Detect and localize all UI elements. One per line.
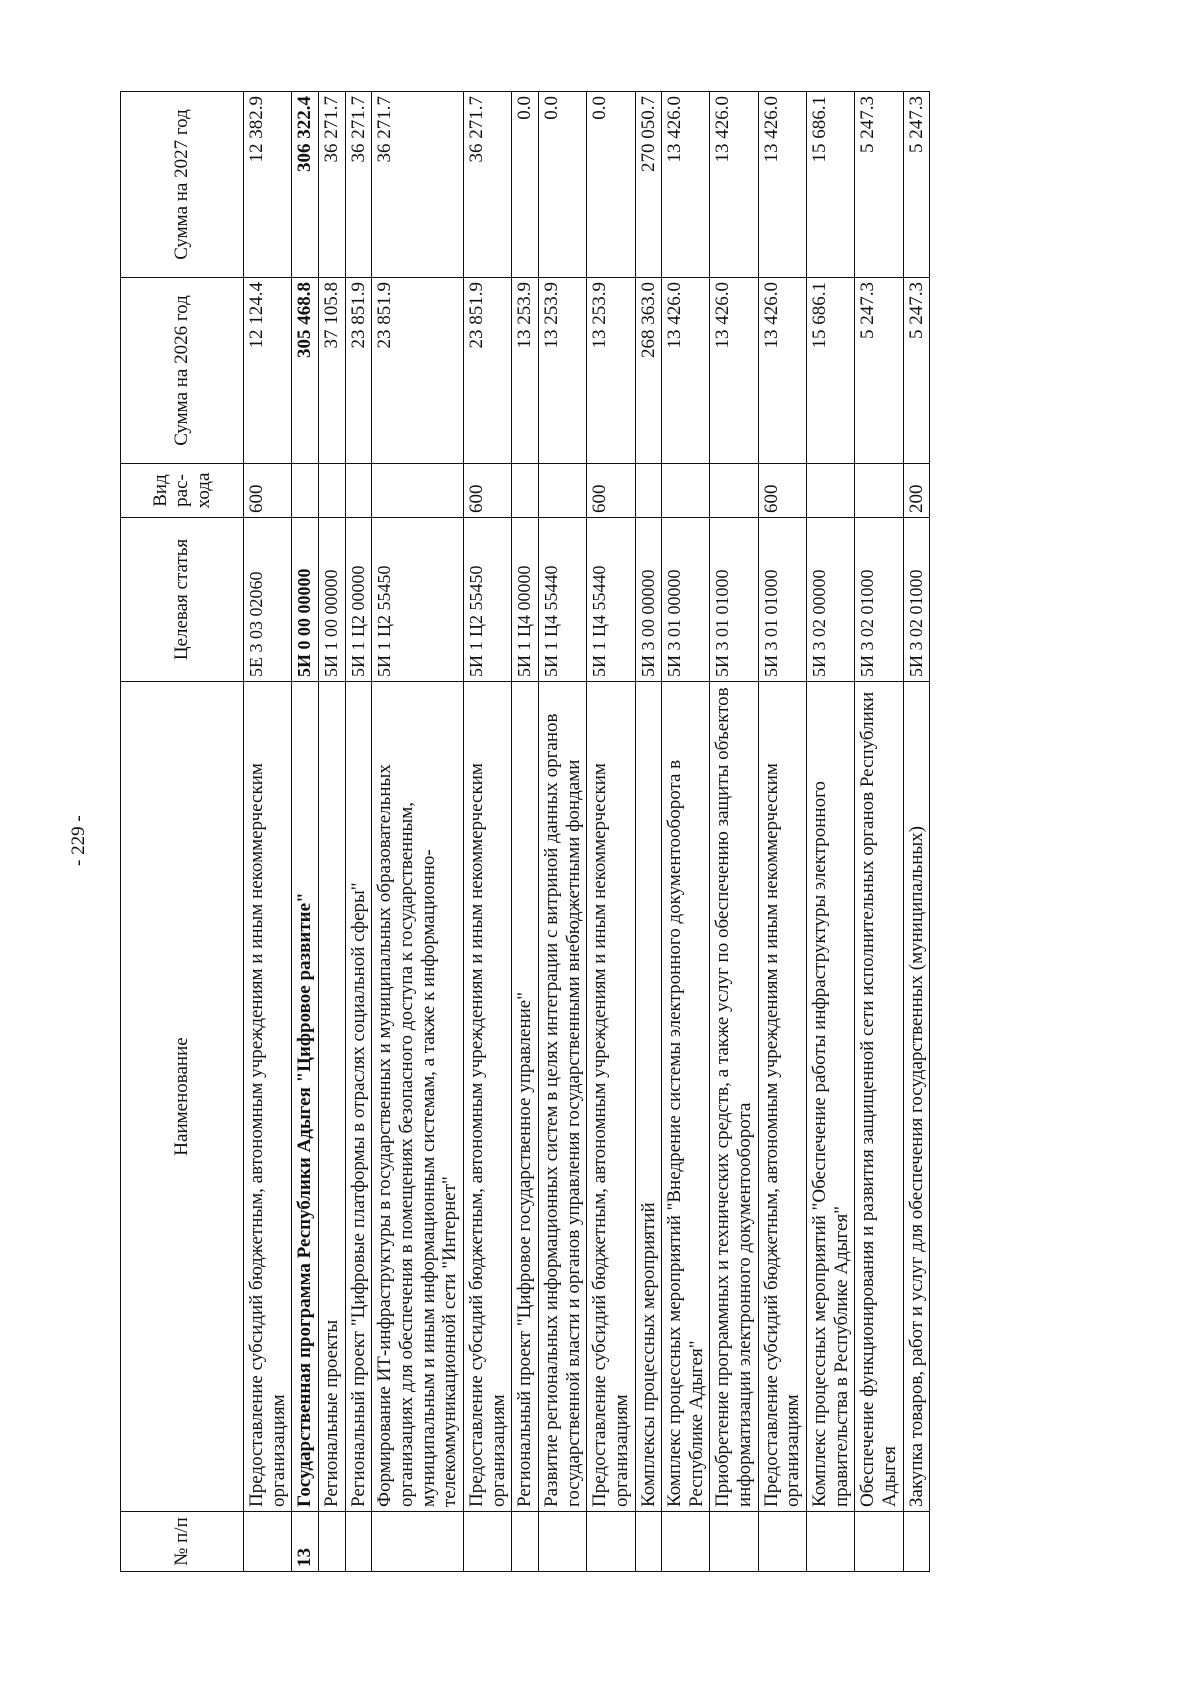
row-sum-2026: 13 426.0 <box>710 278 758 464</box>
table-row <box>855 92 903 1572</box>
row-expense-type <box>318 464 345 518</box>
row-name: Формирование ИТ-инфраструктуры в государственных и муниципальных образовательных организациях для обеспечения в помещениях безопасного доступа к государственным, муниципальным и иным информационным системам, а также к информационно-телекоммуникационной сети "Интернет" <box>372 682 464 1512</box>
row-sum-2027: 15 686.1 <box>807 92 855 278</box>
row-expense-type: 600 <box>758 464 806 518</box>
row-target-code: 5И 0 00 00000 <box>292 518 319 682</box>
table-row <box>710 92 758 1572</box>
row-name: Региональные проекты <box>318 682 345 1512</box>
row-expense-type: 600 <box>244 464 292 518</box>
table-body <box>244 92 930 1572</box>
row-name: Региональный проект "Цифровое государственное управление" <box>512 682 539 1512</box>
row-number <box>855 1512 903 1572</box>
row-sum-2026: 13 426.0 <box>662 278 710 464</box>
row-sum-2026: 305 468.8 <box>292 278 319 464</box>
budget-table <box>120 91 930 1572</box>
row-sum-2027: 270 050.7 <box>635 92 662 278</box>
row-sum-2027: 36 271.7 <box>372 92 464 278</box>
row-expense-type <box>538 464 586 518</box>
row-sum-2027: 5 247.3 <box>855 92 903 278</box>
row-target-code: 5И 3 01 01000 <box>710 518 758 682</box>
table-row <box>372 92 464 1572</box>
row-expense-type <box>372 464 464 518</box>
row-sum-2026: 5 247.3 <box>855 278 903 464</box>
row-expense-type <box>512 464 539 518</box>
row-sum-2026: 23 851.9 <box>463 278 511 464</box>
table-row <box>538 92 586 1572</box>
row-sum-2026: 13 253.9 <box>512 278 539 464</box>
row-expense-type: 200 <box>903 464 930 518</box>
row-name: Комплекс процессных мероприятий "Обеспечение работы инфраструктуры электронного правительства в Республике Адыгея" <box>807 682 855 1512</box>
row-sum-2027: 36 271.7 <box>318 92 345 278</box>
row-sum-2027: 5 247.3 <box>903 92 930 278</box>
row-target-code: 5И 1 Ц2 55450 <box>463 518 511 682</box>
table-row <box>587 92 635 1572</box>
row-number <box>758 1512 806 1572</box>
table-row <box>292 92 319 1572</box>
row-sum-2026: 23 851.9 <box>345 278 372 464</box>
row-name: Комплекс процессных мероприятий "Внедрение системы электронного документооборота в Республике Адыгея" <box>662 682 710 1512</box>
row-expense-type <box>710 464 758 518</box>
row-name: Комплексы процессных мероприятий <box>635 682 662 1512</box>
row-sum-2027: 12 382.9 <box>244 92 292 278</box>
row-sum-2027: 13 426.0 <box>662 92 710 278</box>
table-row <box>463 92 511 1572</box>
row-sum-2026: 268 363.0 <box>635 278 662 464</box>
row-target-code: 5И 3 02 01000 <box>855 518 903 682</box>
row-name: Приобретение программных и технических средств, а также услуг по обеспечению защиты объектов информатизации электронного документооборота <box>710 682 758 1512</box>
row-number <box>807 1512 855 1572</box>
row-sum-2026: 13 253.9 <box>538 278 586 464</box>
row-sum-2026: 15 686.1 <box>807 278 855 464</box>
table-row <box>318 92 345 1572</box>
row-target-code: 5И 1 Ц4 55440 <box>587 518 635 682</box>
row-target-code: 5И 1 Ц2 00000 <box>345 518 372 682</box>
row-number <box>710 1512 758 1572</box>
table-row <box>903 92 930 1572</box>
row-number <box>635 1512 662 1572</box>
row-sum-2026: 13 253.9 <box>587 278 635 464</box>
row-expense-type: 600 <box>463 464 511 518</box>
table-row <box>345 92 372 1572</box>
row-target-code: 5И 1 Ц2 55450 <box>372 518 464 682</box>
row-sum-2027: 13 426.0 <box>758 92 806 278</box>
row-name: Предоставление субсидий бюджетным, автономным учреждениям и иным некоммерческим организациям <box>587 682 635 1512</box>
header-name: Наименование <box>121 682 244 1512</box>
table-row <box>244 92 292 1572</box>
table-row <box>807 92 855 1572</box>
row-expense-type <box>807 464 855 518</box>
row-name: Предоставление субсидий бюджетным, автономным учреждениям и иным некоммерческим организациям <box>244 682 292 1512</box>
row-name: Обеспечение функционирования и развития защищенной сети исполнительных органов Республики Адыгея <box>855 682 903 1512</box>
row-name: Предоставление субсидий бюджетным, автономным учреждениям и иным некоммерческим организациям <box>758 682 806 1512</box>
row-expense-type: 600 <box>587 464 635 518</box>
row-expense-type <box>855 464 903 518</box>
row-target-code: 5И 3 02 00000 <box>807 518 855 682</box>
row-sum-2026: 5 247.3 <box>903 278 930 464</box>
row-number <box>662 1512 710 1572</box>
row-number <box>587 1512 635 1572</box>
row-number <box>345 1512 372 1572</box>
row-name: Государственная программа Республики Адыгея "Цифровое развитие" <box>292 682 319 1512</box>
table-row <box>635 92 662 1572</box>
row-name: Региональный проект "Цифровые платформы в отраслях социальной сферы" <box>345 682 372 1512</box>
row-sum-2026: 12 124.4 <box>244 278 292 464</box>
row-sum-2027: 36 271.7 <box>345 92 372 278</box>
table-row <box>662 92 710 1572</box>
row-target-code: 5И 3 02 01000 <box>903 518 930 682</box>
row-sum-2027: 13 426.0 <box>710 92 758 278</box>
row-target-code: 5Е 3 03 02060 <box>244 518 292 682</box>
row-name: Предоставление субсидий бюджетным, автономным учреждениям и иным некоммерческим организациям <box>463 682 511 1512</box>
row-number <box>463 1512 511 1572</box>
row-expense-type <box>662 464 710 518</box>
row-sum-2027: 0.0 <box>587 92 635 278</box>
row-target-code: 5И 1 Ц4 00000 <box>512 518 539 682</box>
row-number <box>512 1512 539 1572</box>
row-name: Закупка товаров, работ и услуг для обеспечения государственных (муниципальных) <box>903 682 930 1512</box>
header-type: Вид рас-хода <box>121 464 244 518</box>
row-number <box>372 1512 464 1572</box>
row-sum-2027: 0.0 <box>512 92 539 278</box>
row-expense-type <box>345 464 372 518</box>
row-sum-2027: 36 271.7 <box>463 92 511 278</box>
header-num: № п/п <box>121 1512 244 1572</box>
row-sum-2027: 306 322.4 <box>292 92 319 278</box>
table-row <box>758 92 806 1572</box>
row-number <box>903 1512 930 1572</box>
row-number <box>244 1512 292 1572</box>
row-sum-2026: 37 105.8 <box>318 278 345 464</box>
table-row <box>512 92 539 1572</box>
row-sum-2026: 13 426.0 <box>758 278 806 464</box>
table-header-row <box>121 92 244 1572</box>
row-name: Развитие региональных информационных систем в целях интеграции с витриной данных органов государственной власти и органов управления государственными внебюджетными фондами <box>538 682 586 1512</box>
row-target-code: 5И 3 01 01000 <box>758 518 806 682</box>
row-sum-2026: 23 851.9 <box>372 278 464 464</box>
budget-table-sheet <box>120 92 1200 1572</box>
page-number: - 229 - <box>68 815 89 866</box>
row-target-code: 5И 3 01 00000 <box>662 518 710 682</box>
row-target-code: 5И 1 Ц4 55440 <box>538 518 586 682</box>
header-sum-2027: Сумма на 2027 год <box>121 92 244 278</box>
header-code: Целевая статья <box>121 518 244 682</box>
row-expense-type <box>635 464 662 518</box>
row-number <box>538 1512 586 1572</box>
row-number <box>318 1512 345 1572</box>
header-sum-2026: Сумма на 2026 год <box>121 278 244 464</box>
row-sum-2027: 0.0 <box>538 92 586 278</box>
row-number: 13 <box>292 1512 319 1572</box>
row-target-code: 5И 1 00 00000 <box>318 518 345 682</box>
row-target-code: 5И 3 00 00000 <box>635 518 662 682</box>
row-expense-type <box>292 464 319 518</box>
